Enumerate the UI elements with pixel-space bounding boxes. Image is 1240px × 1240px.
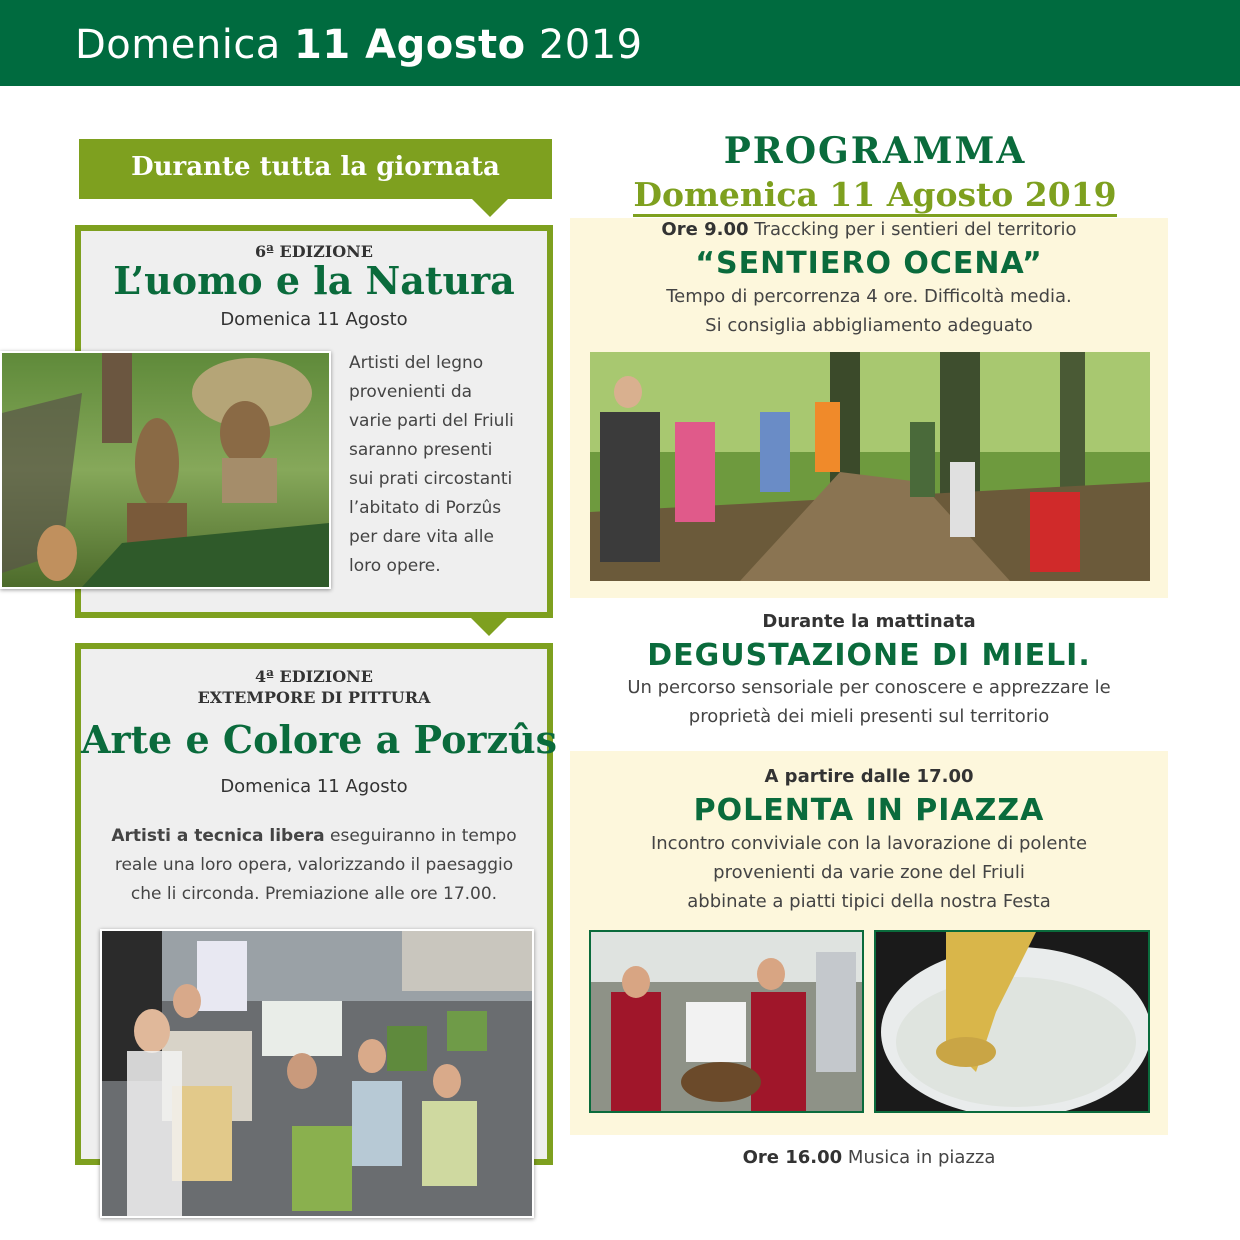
wood-sculptures-photo: [0, 351, 331, 589]
polenta-title: POLENTA IN PIAZZA: [693, 793, 1045, 828]
program-date: Domenica 11 Agosto 2019: [570, 175, 1180, 214]
polenta-when: A partire dalle 17.00: [764, 766, 974, 787]
edition-label: 6ª EDIZIONE: [255, 242, 373, 261]
hiking-line2: Si consiglia abbigliamento adeguato: [705, 315, 1033, 336]
banner-title: Domenica 11 Agosto 2019: [75, 22, 643, 68]
polenta-line2: provenienti da varie zone del Friuli: [713, 862, 1025, 883]
event-date: Domenica 11 Agosto: [220, 309, 408, 330]
music-item: Ore 16.00 Musica in piazza: [742, 1147, 996, 1168]
box-pointer: [471, 618, 507, 636]
ribbon-label: Durante tutta la giornata: [131, 152, 500, 182]
hiking-photo: [590, 352, 1150, 581]
ribbon-pointer: [472, 199, 508, 217]
event-description: Artisti del legno provenienti da varie parti del Friuli saranno presenti sui prati circostanti l’abitato di Porzûs per dare vita alle loro opere.: [349, 353, 514, 576]
honey-line1: Un percorso sensoriale per conoscere e apprezzare le: [627, 677, 1111, 698]
event-title: L’uomo e la Natura: [113, 258, 515, 303]
hiking-time: Ore 9.00 Traccking per i sentieri del territorio: [661, 219, 1077, 240]
event-description: Artisti a tecnica libera eseguiranno in tempo reale una loro opera, valorizzando il paesaggio che li circonda. Premiazione alle ore 17.00.: [111, 826, 517, 904]
polenta-pot-photo: [874, 930, 1150, 1113]
honey-title: DEGUSTAZIONE DI MIELI.: [647, 638, 1091, 673]
polenta-line3: abbinate a piatti tipici della nostra Festa: [687, 891, 1051, 912]
honey-line2: proprietà dei mieli presenti sul territorio: [688, 706, 1050, 727]
honey-when: Durante la mattinata: [762, 611, 976, 632]
edition-subtitle: EXTEMPORE DI PITTURA: [197, 688, 431, 707]
polenta-line1: Incontro conviviale con la lavorazione di polente: [650, 833, 1088, 854]
event-title: Arte e Colore a Porzûs: [81, 717, 558, 762]
hiking-title: “SENTIERO OCENA”: [695, 246, 1043, 281]
hiking-line1: Tempo di percorrenza 4 ore. Difficoltà media.: [666, 286, 1072, 307]
edition-label: 4ª EDIZIONE: [255, 667, 373, 686]
polenta-cooks-photo: [589, 930, 864, 1113]
painters-group-photo: [100, 929, 534, 1218]
program-title: PROGRAMMA: [723, 130, 1027, 172]
event-date: Domenica 11 Agosto: [220, 776, 408, 797]
